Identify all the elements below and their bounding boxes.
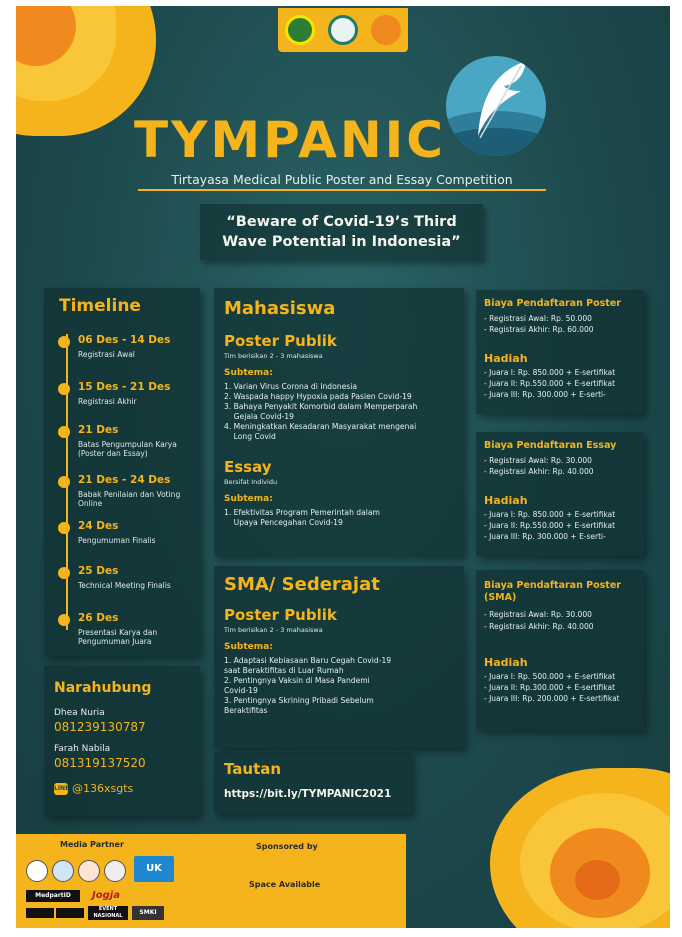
contact-title: Narahubung: [54, 680, 152, 696]
event-nasional-logo: EVENT NASIONAL: [88, 906, 128, 920]
timeline-date: 24 Des: [78, 520, 119, 532]
contact-phone[interactable]: 081239130787: [54, 720, 146, 734]
category-title: Poster Publik: [224, 332, 337, 350]
institution-logos: [278, 8, 408, 52]
hadiah-line: - Juara III: Rp. 200.000 + E-sertifikat: [484, 694, 620, 703]
subtema-item: 4. Meningkatkan Kesadaran Masyarakat mengenai: [224, 422, 417, 431]
media-partner-label: Media Partner: [60, 840, 124, 849]
subtema-item: 3. Bahaya Penyakit Komorbid dalam Memperparah: [224, 402, 418, 411]
subtema-label: Subtema:: [224, 642, 273, 652]
theme-box: [200, 204, 483, 260]
mahasiswa-panel: [214, 288, 464, 556]
subtema-list: [224, 656, 459, 716]
sponsor-footer: [16, 834, 406, 928]
line-id: @136xsgts: [72, 782, 134, 795]
organization-logo: [371, 15, 401, 45]
medpart-logo: MedpartID: [26, 890, 80, 902]
media-partner-logo: [78, 860, 100, 882]
space-available-label: Space Available: [249, 880, 321, 889]
jogja-logo: Jogja: [88, 888, 124, 904]
fee-title: Biaya Pendaftaran Essay: [484, 440, 617, 451]
hadiah-label: Hadiah: [484, 352, 528, 365]
media-partner-logo: [56, 908, 84, 918]
category-title: Essay: [224, 458, 272, 476]
subtema-item: 2. Pentingnya Vaksin di Masa Pandemi: [224, 676, 370, 685]
timeline-date: 21 Des - 24 Des: [78, 474, 171, 486]
timeline-desc: Batas Pengumpulan Karya (Poster dan Essay): [78, 440, 177, 458]
contact-phone[interactable]: 081319137520: [54, 756, 146, 770]
fee-line: - Registrasi Akhir: Rp. 40.000: [484, 622, 594, 631]
event-title: TYMPANIC: [134, 111, 446, 169]
hadiah-line: - Juara I: Rp. 500.000 + E-sertifikat: [484, 672, 616, 681]
subtema-item: Upaya Pencegahan Covid-19: [224, 518, 343, 527]
timeline-desc: Technical Meeting Finalis: [78, 581, 171, 590]
registration-link[interactable]: https://bit.ly/TYMPANIC2021: [224, 788, 392, 800]
category-title: Poster Publik: [224, 606, 337, 624]
fee-line: - Registrasi Awal: Rp. 50.000: [484, 314, 592, 323]
subtema-item: Covid-19: [224, 686, 258, 695]
timeline-desc: Babak Penilaian dan Voting Online: [78, 490, 181, 508]
fee-panel: [476, 432, 644, 556]
smk-logo: SMKI: [132, 906, 164, 920]
timeline-desc: Pengumuman Finalis: [78, 536, 156, 545]
timeline-panel: [44, 288, 200, 656]
theme-line: “Beware of Covid-19’s Third: [226, 214, 457, 230]
timeline-title: Timeline: [59, 296, 141, 316]
faculty-logo: [328, 15, 358, 45]
poster: [16, 6, 670, 928]
subtema-item: 2. Waspada happy Hypoxia pada Pasien Covid-19: [224, 392, 412, 401]
hadiah-line: - Juara II: Rp.550.000 + E-sertifikat: [484, 521, 616, 530]
timeline-desc: Presentasi Karya dan Pengumuman Juara: [78, 628, 158, 646]
media-partner-logo: [26, 860, 48, 882]
contact-name: Dhea Nuria: [54, 708, 105, 718]
subtema-item: 1. Varian Virus Corona di Indonesia: [224, 382, 357, 391]
event-subtitle: Tirtayasa Medical Public Poster and Essay Competition: [138, 172, 546, 191]
line-contact[interactable]: [54, 782, 133, 795]
fee-line: - Registrasi Akhir: Rp. 60.000: [484, 325, 594, 334]
university-logo: [285, 15, 315, 45]
subtema-item: 1. Adaptasi Kebiasaan Baru Cegah Covid-19: [224, 656, 392, 665]
fee-title: Biaya Pendaftaran Poster: [484, 298, 621, 309]
hadiah-label: Hadiah: [484, 494, 528, 507]
media-partner-logo: [104, 860, 126, 882]
subtema-item: 3. Pentingnya Skrining Pribadi Sebelum: [224, 696, 374, 705]
hadiah-line: - Juara III: Rp. 300.000 + E-serti-: [484, 532, 606, 541]
timeline-date: 06 Des - 14 Des: [78, 334, 171, 346]
fee-line: - Registrasi Awal: Rp. 30.000: [484, 610, 592, 619]
timeline-date: 25 Des: [78, 565, 119, 577]
contact-name: Farah Nabila: [54, 744, 111, 754]
hadiah-label: Hadiah: [484, 656, 528, 669]
hadiah-line: - Juara II: Rp.550.000 + E-sertifikat: [484, 379, 616, 388]
subtema-item: 1. Efektivitas Program Pemerintah dalam: [224, 508, 380, 517]
fee-panel: [476, 570, 644, 730]
fee-line: - Registrasi Awal: Rp. 30.000: [484, 456, 592, 465]
media-partner-logo: [52, 860, 74, 882]
sma-panel: [214, 566, 464, 748]
media-partner-logo: [26, 908, 54, 918]
timeline-date: 21 Des: [78, 424, 119, 436]
link-panel: [214, 752, 412, 814]
hadiah-line: - Juara III: Rp. 300.000 + E-serti-: [484, 390, 606, 399]
subtema-label: Subtema:: [224, 494, 273, 504]
timeline-date: 15 Des - 21 Des: [78, 381, 171, 393]
timeline-desc: Registrasi Akhir: [78, 397, 137, 406]
section-title: SMA/ Sederajat: [224, 574, 380, 595]
contact-panel: [44, 666, 200, 816]
team-note: Bersifat Individu: [224, 478, 278, 486]
team-note: Tim berisikan 2 - 3 mahasiswa: [224, 626, 323, 634]
fee-line: - Registrasi Akhir: Rp. 40.000: [484, 467, 594, 476]
section-title: Mahasiswa: [224, 298, 336, 319]
subtema-label: Subtema:: [224, 368, 273, 378]
decor-blob: [575, 860, 620, 900]
hadiah-line: - Juara I: Rp. 850.000 + E-sertifikat: [484, 368, 616, 377]
uk-logo: UK: [134, 856, 174, 882]
feather-emblem-icon: [446, 56, 546, 156]
timeline-date: 26 Des: [78, 612, 119, 624]
subtema-item: saat Beraktifitas di Luar Rumah: [224, 666, 344, 675]
line-app-icon: LINE: [54, 783, 68, 795]
subtema-item: Gejala Covid-19: [224, 412, 294, 421]
link-title: Tautan: [224, 760, 282, 778]
subtema-list: [224, 508, 459, 528]
subtema-item: Beraktifitas: [224, 706, 268, 715]
team-note: Tim berisikan 2 - 3 mahasiswa: [224, 352, 323, 360]
theme-line: Wave Potential in Indonesia”: [222, 234, 461, 250]
subtema-list: [224, 382, 459, 442]
hadiah-line: - Juara I: Rp. 850.000 + E-sertifikat: [484, 510, 616, 519]
hadiah-line: - Juara II: Rp.300.000 + E-sertifikat: [484, 683, 616, 692]
subtema-item: Long Covid: [224, 432, 276, 441]
fee-title: Biaya Pendaftaran Poster (SMA): [484, 580, 621, 603]
timeline-desc: Registrasi Awal: [78, 350, 135, 359]
sponsored-by-label: Sponsored by: [256, 842, 318, 851]
fee-panel: [476, 290, 644, 414]
